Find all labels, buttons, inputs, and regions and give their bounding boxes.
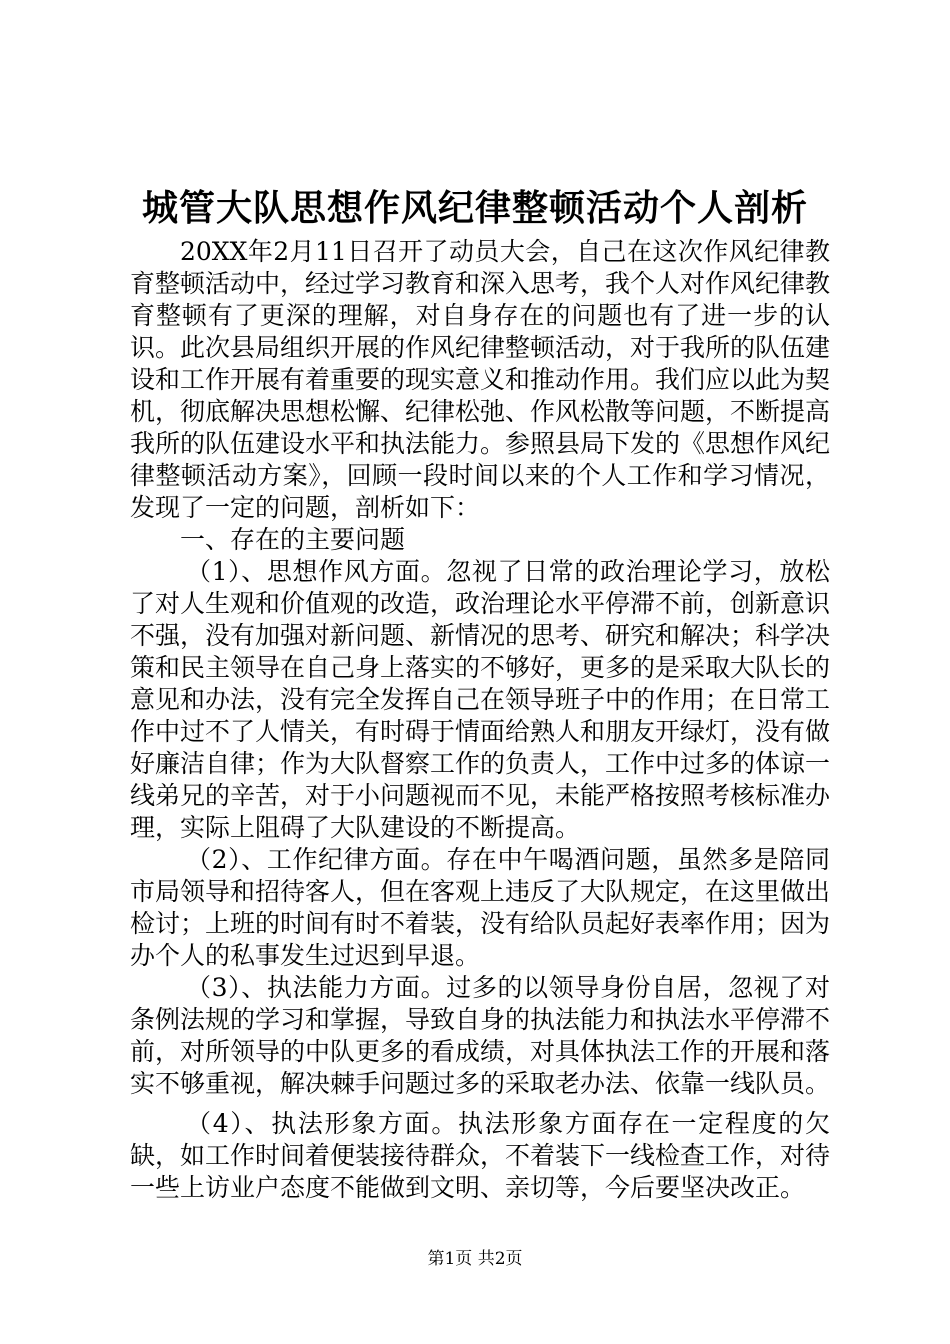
intro-paragraph: 20XX年2月11日召开了动员大会，自己在这次作风纪律教育整顿活动中，经过学习教育和深入思考，我个人对作风纪律教育整顿有了更深的理解，对自身存在的问题也有了进一步的认识。此次县局组织开展的作风纪律整顿活动，对于我所的队伍建设和工作开展有着重要的现实意义和推动作用。我们应以此为契机，彻底解决思想松懈、纪律松弛、作风松散等问题，不断提高我所的队伍建设水平和执法能力。参照县局下发的《思想作风纪律整顿活动方案》，回顾一段时间以来的个人工作和学习情况，发现了一定的问题，剖析如下： xyxy=(130,237,831,522)
point-paragraph-1: （1）、思想作风方面。忽视了日常的政治理论学习，放松了对人生观和价值观的改造，政治理论水平停滞不前，创新意识不强，没有加强对新问题、新情况的思考、研究和解决；科学决策和民主领导在自己身上落实的不够好，更多的是采取大队长的意见和办法，没有完全发挥自己在领导班子中的作用；在日常工作中过不了人情关，有时碍于情面给熟人和朋友开绿灯，没有做好廉洁自律；作为大队督察工作的负责人，工作中过多的体谅一线弟兄的辛苦，对于小问题视而不见，未能严格按照考核标准办理，实际上阻碍了大队建设的不断提高。 xyxy=(130,557,831,842)
document-body xyxy=(130,236,830,1204)
point-paragraph-4: （4）、执法形象方面。执法形象方面存在一定程度的欠缺，如工作时间着便装接待群众，不着装下一线检查工作，对待一些上访业户态度不能做到文明、亲切等，今后要坚决改正。 xyxy=(130,1109,831,1202)
section-heading: 一、存在的主要问题 xyxy=(180,525,406,554)
point-paragraph-2: （2）、工作纪律方面。存在中午喝酒问题，虽然多是陪同市局领导和招待客人，但在客观上违反了大队规定，在这里做出检讨；上班的时间有时不着装，没有给队员起好表率作用；因为办个人的私事发生过迟到早退。 xyxy=(130,845,831,970)
page-footer: 第1页 共2页 xyxy=(427,1249,523,1269)
document-title: 城管大队思想作风纪律整顿活动个人剖析 xyxy=(141,187,808,229)
point-paragraph-3: （3）、执法能力方面。过多的以领导身份自居，忽视了对条例法规的学习和掌握，导致自身的执法能力和执法水平停滞不前，对所领导的中队更多的看成绩，对具体执法工作的开展和落实不够重视，解决棘手问题过多的采取老办法、依靠一线队员。 xyxy=(130,973,831,1098)
